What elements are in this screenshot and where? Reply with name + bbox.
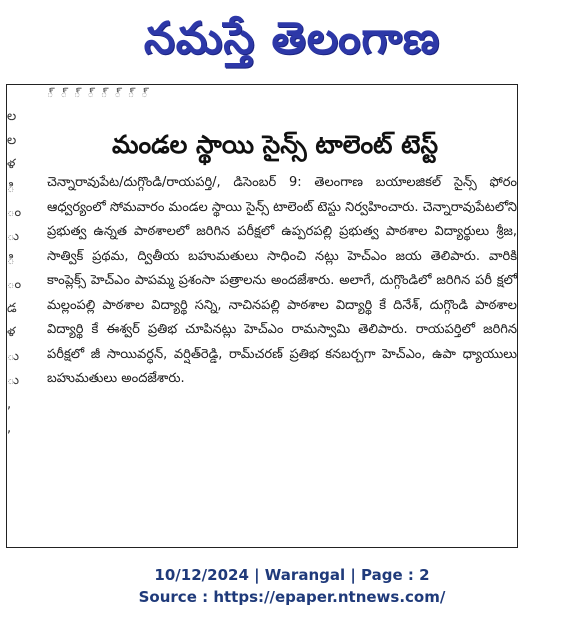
cut-off-fragment: , bbox=[7, 397, 12, 412]
source-link[interactable]: Source : https://epaper.ntnews.com/ bbox=[138, 588, 446, 606]
article-body: చెన్నారావుపేట/దుగ్గొండి/రాయపర్తి/, డిసెంబర్ 9: తెలంగాణ బయాలజికల్ సైన్స్ ఫోరం ఆధ్వర్యంలో సోమవారం మండల స్థాయి సైన్స్ టాలెంట్ టెస్టు నిర్వహించారు. చెన్నారావుపేటలోని ప్రభుత్వ ఉన్నత పాఠశాలలో జరిగిన పరీక్షలో ఉప్పరపల్లి ప్రభుత్వ పాఠశాల విద్యార్థులు శ్రీజ, సాత్విక్ ప్రథమ, ద్వితీయ బహుమతులు సాధించి నట్లు హెచ్ఎం జయ తెలిపారు. వారికి కాంప్లెక్స్ హెచ్ఎం పాపమ్మ ప్రశంసా పత్రాలను అందజేశారు. అలాగే, దుగ్గొండిలో జరిగిన పరీ క్షలో మల్లంపల్లి పాఠశాల విద్యార్థి సన్ని, నాచినపల్లి పాఠశాల విద్యార్థి కే దినేశ్, దుగ్గొండి పాఠశాల విద్యార్థి కే ఈశ్వర్ ప్రతిభ చూపినట్లు హెచ్ఎం రామస్వామి తెలిపారు. రాయపర్తిలో జరిగిన పరీక్షలో జీ సాయివర్ధన్, వర్షిత్‌రెడ్డి, రామ్‌చరణ్ ప్రతిభ కనబర్చగా హెచ్ఎం, ఉపా ధ్యాయులు బహుమతులు అందజేశారు. bbox=[47, 175, 517, 386]
news-clipping bbox=[6, 84, 518, 548]
cut-off-fragment: ి bbox=[7, 253, 15, 268]
cut-off-fragment: ు bbox=[7, 229, 20, 244]
cut-off-text-top: ్ ్ ్ ్ ్ ్ ్ ్ bbox=[47, 87, 152, 100]
cut-off-fragment: , bbox=[7, 421, 12, 436]
cut-off-fragment: ళ bbox=[7, 157, 16, 172]
cut-off-fragment: ి bbox=[7, 181, 15, 196]
newspaper-masthead: నమస్తే తెలంగాణ bbox=[143, 13, 441, 64]
cut-off-text-left bbox=[7, 105, 21, 545]
cut-off-fragment: డ bbox=[7, 301, 17, 316]
cut-off-fragment: ళ bbox=[7, 325, 16, 340]
article-headline: మండల స్థాయి సైన్స్ టాలెంట్ టెస్ట్ bbox=[112, 130, 438, 159]
edition-info: 10/12/2024 | Warangal | Page : 2 bbox=[154, 566, 430, 584]
cut-off-fragment: ల bbox=[7, 133, 17, 148]
cut-off-fragment: ం bbox=[7, 277, 21, 292]
cut-off-fragment: ల bbox=[7, 109, 17, 124]
cut-off-fragment: ం bbox=[7, 205, 21, 220]
cut-off-fragment: ు bbox=[7, 373, 20, 388]
cut-off-fragment: ు bbox=[7, 349, 20, 364]
